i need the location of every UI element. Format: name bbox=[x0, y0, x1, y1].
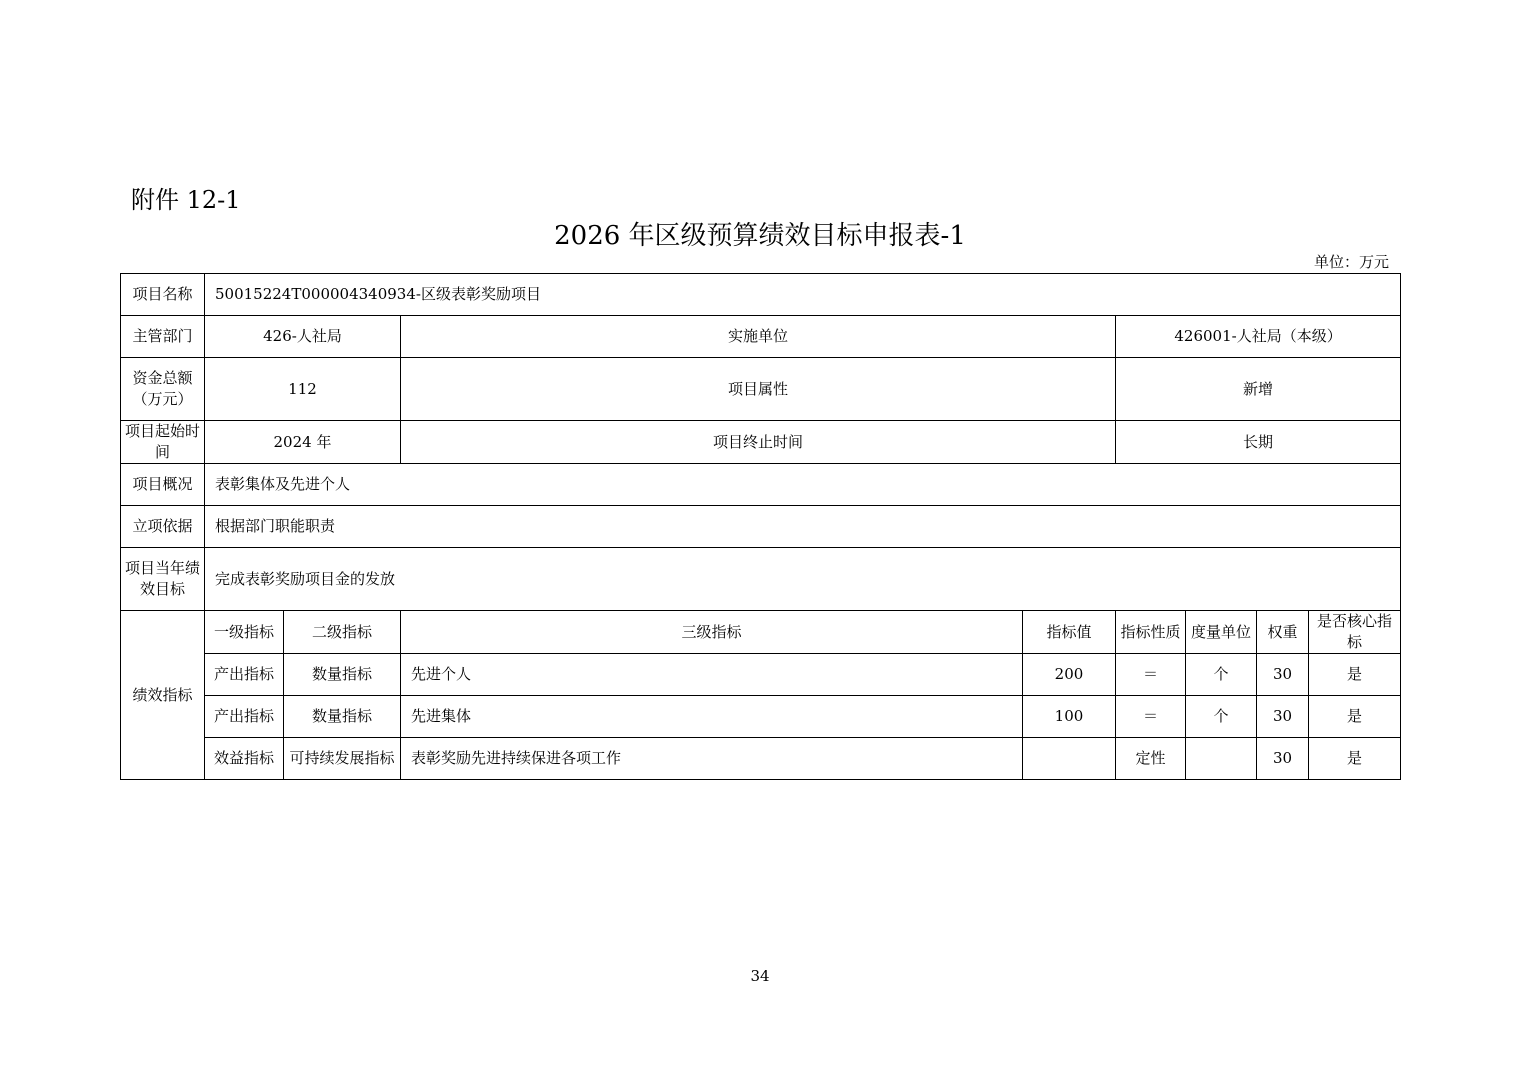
annual-goal-label: 项目当年绩效目标 bbox=[121, 548, 205, 611]
overview-label: 项目概况 bbox=[121, 464, 205, 506]
indicator-unit bbox=[1186, 738, 1257, 780]
indicator-row bbox=[121, 654, 1401, 696]
end-time-value: 长期 bbox=[1116, 421, 1401, 464]
annual-goal-value: 完成表彰奖励项目金的发放 bbox=[205, 548, 1401, 611]
indicator-unit: 个 bbox=[1186, 696, 1257, 738]
total-fund-value: 112 bbox=[205, 358, 401, 421]
department-value: 426-人社局 bbox=[205, 316, 401, 358]
indicator-level1: 产出指标 bbox=[205, 696, 284, 738]
basis-label: 立项依据 bbox=[121, 506, 205, 548]
indicators-section-label: 绩效指标 bbox=[121, 611, 205, 780]
header-level1: 一级指标 bbox=[205, 611, 284, 654]
unit-label: 单位：万元 bbox=[1313, 253, 1389, 271]
indicator-nature: ＝ bbox=[1116, 696, 1186, 738]
indicator-core: 是 bbox=[1309, 696, 1401, 738]
indicator-header-row bbox=[121, 611, 1401, 654]
basis-value: 根据部门职能职责 bbox=[205, 506, 1401, 548]
indicator-weight: 30 bbox=[1257, 696, 1309, 738]
row-project-name bbox=[121, 274, 1401, 316]
indicator-level1: 产出指标 bbox=[205, 654, 284, 696]
indicator-value: 100 bbox=[1023, 696, 1116, 738]
start-time-value: 2024 年 bbox=[205, 421, 401, 464]
header-unit: 度量单位 bbox=[1186, 611, 1257, 654]
indicator-core: 是 bbox=[1309, 654, 1401, 696]
indicator-level1: 效益指标 bbox=[205, 738, 284, 780]
end-time-label: 项目终止时间 bbox=[401, 421, 1116, 464]
indicator-unit: 个 bbox=[1186, 654, 1257, 696]
row-basis bbox=[121, 506, 1401, 548]
indicator-level2: 数量指标 bbox=[284, 654, 401, 696]
indicator-nature: ＝ bbox=[1116, 654, 1186, 696]
start-time-label: 项目起始时间 bbox=[121, 421, 205, 464]
indicator-row bbox=[121, 696, 1401, 738]
page-number: 34 bbox=[750, 967, 770, 985]
header-value: 指标值 bbox=[1023, 611, 1116, 654]
department-label: 主管部门 bbox=[121, 316, 205, 358]
header-nature: 指标性质 bbox=[1116, 611, 1186, 654]
indicator-value: 200 bbox=[1023, 654, 1116, 696]
header-level2: 二级指标 bbox=[284, 611, 401, 654]
project-name-value: 50015224T000004340934-区级表彰奖励项目 bbox=[205, 274, 1401, 316]
implementing-unit-label: 实施单位 bbox=[401, 316, 1116, 358]
total-fund-label: 资金总额（万元） bbox=[121, 358, 205, 421]
row-overview bbox=[121, 464, 1401, 506]
row-annual-goal bbox=[121, 548, 1401, 611]
header-weight: 权重 bbox=[1257, 611, 1309, 654]
overview-value: 表彰集体及先进个人 bbox=[205, 464, 1401, 506]
row-department bbox=[121, 316, 1401, 358]
header-level3: 三级指标 bbox=[401, 611, 1023, 654]
indicator-row bbox=[121, 738, 1401, 780]
indicator-nature: 定性 bbox=[1116, 738, 1186, 780]
indicator-level3: 先进集体 bbox=[401, 696, 1023, 738]
indicator-weight: 30 bbox=[1257, 738, 1309, 780]
row-total-fund bbox=[121, 358, 1401, 421]
row-project-period bbox=[121, 421, 1401, 464]
indicator-level3: 先进个人 bbox=[401, 654, 1023, 696]
indicator-level2: 数量指标 bbox=[284, 696, 401, 738]
indicator-level3: 表彰奖励先进持续保进各项工作 bbox=[401, 738, 1023, 780]
project-name-label: 项目名称 bbox=[121, 274, 205, 316]
attachment-label: 附件 12-1 bbox=[131, 186, 241, 214]
implementing-unit-value: 426001-人社局（本级） bbox=[1116, 316, 1401, 358]
project-attribute-value: 新增 bbox=[1116, 358, 1401, 421]
header-core: 是否核心指标 bbox=[1309, 611, 1401, 654]
project-attribute-label: 项目属性 bbox=[401, 358, 1116, 421]
indicator-core: 是 bbox=[1309, 738, 1401, 780]
indicator-weight: 30 bbox=[1257, 654, 1309, 696]
page-title: 2026 年区级预算绩效目标申报表-1 bbox=[554, 221, 966, 251]
budget-performance-table bbox=[120, 273, 1401, 780]
indicator-value bbox=[1023, 738, 1116, 780]
indicator-level2: 可持续发展指标 bbox=[284, 738, 401, 780]
